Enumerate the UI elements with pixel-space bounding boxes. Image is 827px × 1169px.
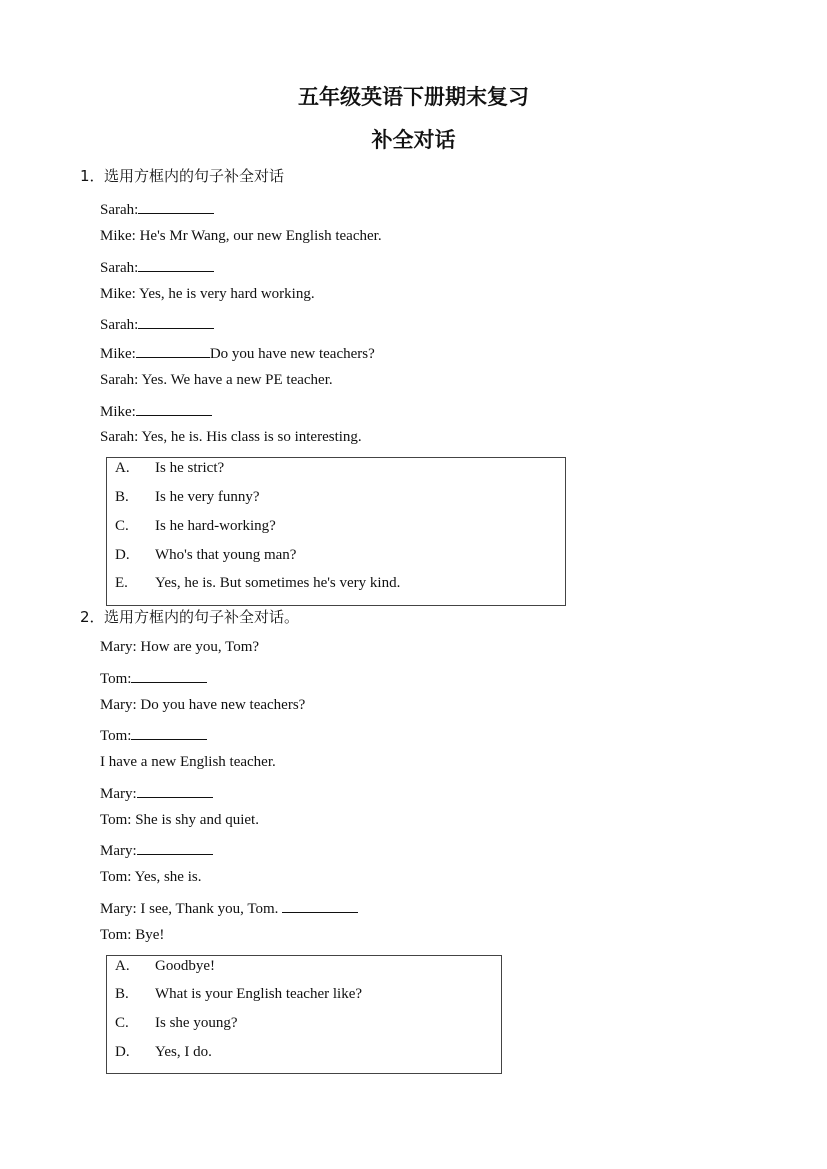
option-letter: D. [115, 547, 130, 563]
option-text: Is she young? [155, 1015, 238, 1031]
speaker-text: Sarah: [100, 317, 139, 333]
answer-blank[interactable] [136, 343, 210, 358]
dialogue-text: Mary: I see, Thank you, Tom. [100, 901, 279, 917]
option-item [115, 575, 400, 592]
dialogue-line [100, 783, 213, 803]
answer-blank[interactable] [137, 783, 213, 798]
option-letter: A. [115, 460, 130, 476]
option-letter: B. [115, 489, 129, 505]
answer-blank[interactable] [282, 898, 358, 913]
answer-blank[interactable] [137, 840, 213, 855]
dialogue-line [100, 199, 214, 219]
option-text: Is he very funny? [155, 489, 260, 505]
option-text: Who's that young man? [155, 547, 297, 563]
answer-blank[interactable] [136, 401, 212, 416]
dialogue-line: Sarah: Yes. We have a new PE teacher. [100, 372, 333, 388]
dialogue-line [100, 343, 375, 363]
question-number: 2． [80, 608, 105, 626]
option-letter: A. [115, 958, 130, 974]
option-letter: B. [115, 986, 129, 1002]
answer-blank[interactable] [138, 257, 214, 272]
dialogue-line: Tom: Bye! [100, 927, 165, 943]
dialogue-line: I have a new English teacher. [100, 754, 276, 770]
option-item [115, 460, 224, 477]
option-item [115, 1044, 212, 1061]
dialogue-line [100, 401, 212, 421]
dialogue-line [100, 898, 358, 918]
answer-blank[interactable] [138, 314, 214, 329]
dialogue-line [100, 725, 207, 745]
option-text: Yes, I do. [155, 1044, 212, 1060]
option-item [115, 1015, 238, 1032]
page-title: 五年级英语下册期末复习 [298, 85, 529, 109]
option-text: Is he strict? [155, 460, 225, 476]
option-item [115, 547, 296, 564]
dialogue-line: Mike: He's Mr Wang, our new English teacher. [100, 228, 382, 244]
dialogue-line [100, 668, 207, 688]
speaker-text: Mary: [100, 843, 137, 859]
option-text: Yes, he is. But sometimes he's very kind. [155, 575, 401, 591]
speaker-text: Sarah: [100, 260, 139, 276]
option-item [115, 958, 215, 975]
option-item [115, 518, 276, 535]
speaker-text: Mary: [100, 786, 137, 802]
speaker-text: Tom: [100, 728, 132, 744]
option-letter: E. [115, 575, 128, 591]
dialogue-line: Mike: Yes, he is very hard working. [100, 286, 315, 302]
dialogue-line: Tom: She is shy and quiet. [100, 812, 259, 828]
dialogue-line: Mary: How are you, Tom? [100, 639, 260, 655]
speaker-text: Mike: [100, 404, 136, 420]
dialogue-line: Mary: Do you have new teachers? [100, 697, 306, 713]
question-number: 1． [80, 167, 105, 185]
dialogue-line: Sarah: Yes, he is. His class is so interesting. [100, 429, 362, 445]
speaker-text: Mike: [100, 346, 136, 362]
answer-blank[interactable] [138, 199, 214, 214]
option-text: Is he hard-working? [155, 518, 276, 534]
dialogue-line [100, 257, 214, 277]
answer-blank[interactable] [131, 725, 207, 740]
option-text: What is your English teacher like? [155, 986, 363, 1002]
answer-blank[interactable] [131, 668, 207, 683]
option-item [115, 489, 260, 506]
dialogue-line: Tom: Yes, she is. [100, 869, 202, 885]
dialogue-text: Do you have new teachers? [209, 346, 375, 362]
dialogue-line [100, 314, 214, 334]
question-instruction: 选用方框内的句子补全对话。 [104, 608, 300, 626]
option-item [115, 986, 362, 1003]
speaker-text: Tom: [100, 671, 132, 687]
question-instruction: 选用方框内的句子补全对话 [104, 167, 285, 185]
page-subtitle: 补全对话 [371, 128, 456, 152]
option-letter: C. [115, 518, 129, 534]
question-2-heading [80, 606, 299, 627]
speaker-text: Sarah: [100, 202, 139, 218]
option-letter: D. [115, 1044, 130, 1060]
option-text: Goodbye! [155, 958, 215, 974]
dialogue-line [100, 840, 213, 860]
option-letter: C. [115, 1015, 129, 1031]
question-1-heading [80, 165, 284, 186]
